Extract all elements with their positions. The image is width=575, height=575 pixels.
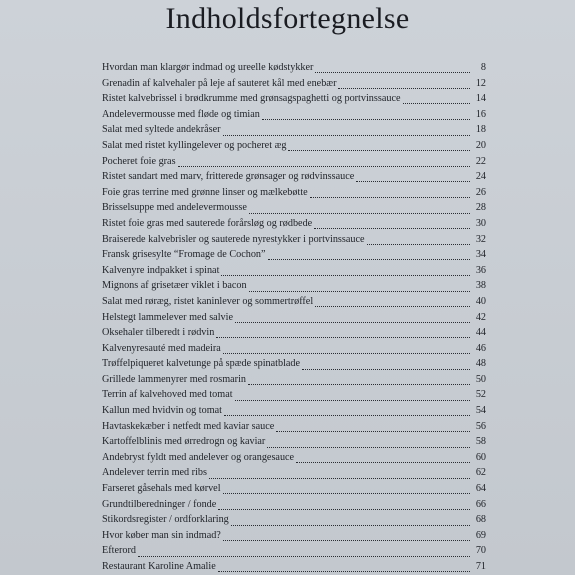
toc-entry-page: 56 — [475, 420, 486, 432]
toc-entry-title: Andelevermousse med fløde og timian — [102, 108, 260, 120]
toc-entry — [102, 76, 486, 92]
toc-entry — [102, 200, 486, 216]
toc-leader-dots — [268, 251, 470, 260]
toc-entry-page: 22 — [475, 155, 486, 167]
toc-leader-dots — [216, 329, 470, 338]
toc-entry — [102, 60, 486, 76]
toc-leader-dots — [302, 361, 470, 370]
toc-entry-title: Ristet foie gras med sauterede forårsløg og rødbede — [102, 217, 313, 229]
toc-entry-title: Kallun med hvidvin og tomat — [102, 405, 222, 417]
toc-entry-page: 28 — [475, 202, 486, 214]
toc-entry-title: Grillede lammenyrer med rosmarin — [102, 373, 246, 385]
toc-entry-title: Trøffelpiqueret kalvetunge på spæde spinatblade — [102, 358, 301, 370]
toc-entry — [102, 232, 486, 248]
toc-entry — [102, 341, 486, 357]
toc-entry-title: Havtaskekæber i netfedt med kaviar sauce — [102, 420, 275, 432]
toc-entry — [102, 310, 486, 326]
toc-entry-title: Helstegt lammelever med salvie — [102, 311, 233, 323]
toc-entry-title: Hvordan man klargør indmad og ureelle kødstykker — [102, 62, 314, 73]
toc-entry-page: 34 — [475, 249, 486, 261]
toc-entry-page: 12 — [475, 77, 486, 89]
toc-leader-dots — [235, 392, 470, 401]
toc-entry — [102, 138, 486, 154]
toc-entry-page: 66 — [475, 498, 486, 510]
toc-leader-dots — [276, 423, 470, 432]
toc-entry-title: Foie gras terrine med grønne linser og mælkebøtte — [102, 186, 308, 198]
toc-entry-title: Mignons af grisetæer viklet i bacon — [102, 280, 247, 292]
toc-entry — [102, 154, 486, 170]
toc-entry — [102, 356, 486, 372]
toc-entry-title: Salat med ristet kyllingelever og pocheret æg — [102, 139, 287, 151]
toc-entry — [102, 263, 486, 279]
toc-entry-title: Salat med røræg, ristet kaninlever og sommertrøffel — [102, 295, 314, 307]
toc-entry-page: 40 — [475, 295, 486, 307]
toc-entry — [102, 185, 486, 201]
toc-leader-dots — [262, 111, 470, 120]
table-of-contents — [102, 60, 486, 575]
toc-entry-page: 50 — [475, 373, 486, 385]
toc-entry — [102, 216, 486, 232]
toc-leader-dots — [221, 267, 470, 276]
toc-entry — [102, 481, 486, 497]
toc-entry — [102, 497, 486, 513]
toc-leader-dots — [296, 454, 470, 463]
toc-leader-dots — [223, 345, 470, 354]
toc-entry-title: Kartoffelblinis med ørredrogn og kaviar — [102, 436, 266, 448]
toc-entry-page: 8 — [480, 62, 486, 73]
toc-entry-title: Terrin af kalvehoved med tomat — [102, 389, 233, 401]
toc-entry-title: Stikordsregister / ordforklaring — [102, 514, 229, 526]
toc-entry-page: 18 — [475, 124, 486, 136]
toc-leader-dots — [249, 205, 470, 214]
toc-leader-dots — [367, 236, 470, 245]
toc-leader-dots — [223, 485, 470, 494]
toc-entry-title: Oksehaler tilberedt i rødvin — [102, 327, 215, 339]
toc-entry-page: 24 — [475, 171, 486, 183]
toc-entry-page: 38 — [475, 280, 486, 292]
toc-entry-title: Pocheret foie gras — [102, 155, 176, 167]
toc-leader-dots — [338, 80, 470, 89]
toc-entry-title: Grundtilberedninger / fonde — [102, 498, 217, 510]
toc-leader-dots — [315, 64, 470, 73]
toc-entry — [102, 122, 486, 138]
toc-entry-title: Restaurant Karoline Amalie — [102, 561, 216, 572]
toc-entry-page: 42 — [475, 311, 486, 323]
toc-entry — [102, 169, 486, 185]
toc-entry — [102, 434, 486, 450]
toc-entry-page: 70 — [475, 545, 486, 557]
toc-leader-dots — [209, 470, 470, 479]
toc-entry — [102, 325, 486, 341]
toc-entry-page: 20 — [475, 139, 486, 151]
toc-entry-page: 60 — [475, 451, 486, 463]
toc-leader-dots — [267, 439, 470, 448]
toc-leader-dots — [249, 283, 470, 292]
toc-entry-page: 62 — [475, 467, 486, 479]
toc-leader-dots — [248, 376, 470, 385]
toc-entry — [102, 543, 486, 559]
toc-entry-page: 14 — [475, 93, 486, 105]
toc-leader-dots — [288, 142, 470, 151]
toc-leader-dots — [223, 532, 470, 541]
page-title: Indholdsfortegnelse — [165, 2, 410, 35]
toc-leader-dots — [218, 563, 470, 572]
toc-entry — [102, 450, 486, 466]
toc-entry — [102, 372, 486, 388]
toc-entry-page: 69 — [475, 529, 486, 541]
toc-entry-page: 44 — [475, 327, 486, 339]
toc-leader-dots — [178, 158, 470, 167]
toc-entry-title: Andebryst fyldt med andelever og orangesauce — [102, 451, 295, 463]
toc-leader-dots — [356, 173, 470, 182]
toc-entry-title: Fransk grisesylte “Fromage de Cochon” — [102, 249, 266, 261]
toc-entry-page: 54 — [475, 405, 486, 417]
toc-leader-dots — [138, 548, 470, 557]
toc-entry-page: 16 — [475, 108, 486, 120]
toc-entry-page: 71 — [475, 561, 486, 572]
toc-entry-title: Farseret gåsehals med kørvel — [102, 483, 221, 495]
toc-entry-page: 26 — [475, 186, 486, 198]
toc-entry-page: 36 — [475, 264, 486, 276]
toc-entry-page: 32 — [475, 233, 486, 245]
toc-entry-title: Salat med syltede andekråser — [102, 124, 221, 136]
toc-entry — [102, 278, 486, 294]
toc-entry-title: Kalvenyresauté med madeira — [102, 342, 221, 354]
toc-entry — [102, 465, 486, 481]
toc-entry-page: 68 — [475, 514, 486, 526]
toc-entry — [102, 294, 486, 310]
toc-leader-dots — [403, 95, 471, 104]
toc-leader-dots — [235, 314, 470, 323]
toc-entry — [102, 91, 486, 107]
toc-entry-title: Hvor køber man sin indmad? — [102, 529, 221, 541]
toc-entry-title: Ristet kalvebrissel i brødkrumme med grønsagspaghetti og portvinssauce — [102, 93, 401, 105]
toc-entry — [102, 387, 486, 403]
toc-leader-dots — [218, 501, 470, 510]
toc-leader-dots — [223, 127, 470, 136]
toc-entry-title: Braiserede kalvebrisler og sauterede nyrestykker i portvinssauce — [102, 233, 365, 245]
toc-entry-title: Brisselsuppe med andelevermousse — [102, 202, 247, 214]
toc-leader-dots — [231, 517, 470, 526]
toc-entry-page: 46 — [475, 342, 486, 354]
toc-entry-title: Grenadin af kalvehaler på leje af sauteret kål med enebær — [102, 77, 337, 89]
toc-entry-page: 52 — [475, 389, 486, 401]
toc-entry — [102, 419, 486, 435]
toc-leader-dots — [310, 189, 470, 198]
toc-entry — [102, 559, 486, 575]
toc-leader-dots — [224, 407, 470, 416]
toc-entry — [102, 247, 486, 263]
toc-entry — [102, 528, 486, 544]
toc-entry-title: Andelever terrin med ribs — [102, 467, 207, 479]
toc-entry-page: 48 — [475, 358, 486, 370]
toc-entry-page: 58 — [475, 436, 486, 448]
toc-leader-dots — [314, 220, 470, 229]
toc-entry-title: Ristet sandart med marv, fritterede grønsager og rødvinssauce — [102, 171, 355, 183]
toc-entry — [102, 107, 486, 123]
toc-entry-title: Kalvenyre indpakket i spinat — [102, 264, 220, 276]
toc-entry-page: 64 — [475, 483, 486, 495]
toc-entry — [102, 403, 486, 419]
toc-entry-page: 30 — [475, 217, 486, 229]
toc-leader-dots — [315, 298, 470, 307]
toc-entry-title: Efterord — [102, 545, 136, 557]
toc-entry — [102, 512, 486, 528]
